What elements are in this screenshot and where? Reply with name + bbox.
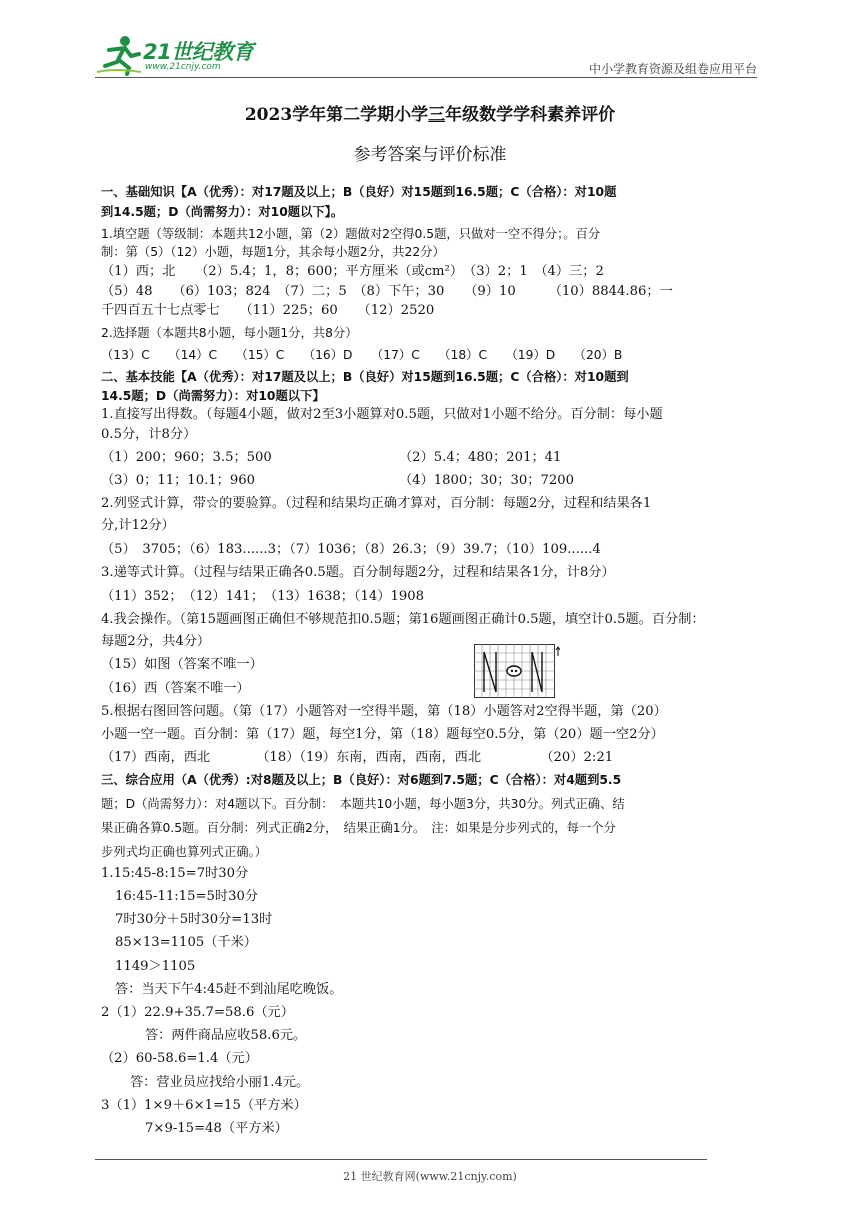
runner-logo-icon — [95, 34, 143, 76]
grid-drawing-figure — [474, 644, 560, 698]
logo-text: 21世纪教育 — [143, 40, 254, 64]
answer-line: （11）352； （12）141； （13）1638；（14）1908 — [101, 589, 425, 604]
section-3-heading-cont: 题；D（尚需努力）：对4题以下。百分制： 本题共10小题，每小题3分，共30分。列式正确、结 — [101, 797, 625, 811]
section-3-heading-cont: 果正确各算0.5题。百分制：列式正确2分， 结果正确1分。 注：如果是分步列式的，每一个分 — [101, 821, 616, 835]
section-2-heading-cont: 14.5题；D（尚需努力）：对10题以下】 — [101, 389, 325, 403]
answer-line: （4）1800；30；30；7200 — [399, 473, 575, 488]
logo-url: www.21cnjy.com — [145, 62, 221, 72]
header-divider — [95, 77, 757, 78]
q-instructions: 5.根据右图回答问题。（第（17）小题答对一空得半题，第（18）小题答对2空得半题，第（20） — [101, 704, 667, 719]
solution-line: 答：营业员应找给小丽1.4元。 — [130, 1075, 310, 1090]
q-instructions: 3.递等式计算。（过程与结果正确各0.5题。百分制每题2分，过程和结果各1分，计8分） — [101, 565, 615, 580]
footer-text: 21 世纪教育网(www.21cnjy.com) — [343, 1170, 517, 1183]
solution-line: 85×13=1105（千米） — [115, 935, 257, 950]
q-instructions-cont: 0.5分，计8分） — [101, 427, 197, 442]
solution-line: 16:45-11:15=5时30分 — [115, 889, 259, 904]
q1-instructions-cont: 制：第（5）（12）小题，每题1分，其余每小题2分，共22分） — [101, 245, 445, 259]
page-title — [0, 100, 860, 125]
q-instructions: 1.直接写出得数。（每题4小题，做对2至3小题算对0.5题，只做对1小题不给分。百分制：每小题 — [101, 407, 663, 422]
title-grade: 三 — [428, 105, 446, 125]
answer-line: （5）48 （6）103；824 （7）二；5 （8）下午；30 （9）10 （10）8844.86；一 — [101, 284, 673, 299]
answer-line: （16）西（答案不唯一） — [101, 681, 250, 696]
solution-line: 答：两件商品应收58.6元。 — [145, 1028, 307, 1043]
q-instructions-cont: 分,计12分） — [101, 518, 175, 533]
answer-line: （5） 3705；（6）183......3；（7）1036；（8）26.3；（9）39.7；（10）109......4 — [101, 542, 601, 557]
answer-line: （1）200；960；3.5；500 — [101, 450, 272, 465]
section-3-heading: 三、综合应用（A（优秀）:对8题及以上；B（良好）：对6题到7.5题；C（合格）：对4题到5.5 — [101, 773, 622, 787]
answer-line: 千四百五十七点零七 （11）225；60 （12）2520 — [101, 303, 435, 318]
solution-line: 3（1）1×9＋6×1=15（平方米） — [101, 1098, 307, 1113]
solution-line: 1.15:45-8:15=7时30分 — [101, 866, 249, 881]
solution-line: 1149＞1105 — [115, 959, 196, 974]
q-instructions-cont: 小题一空一题。百分制：第（17）题，每空1分，第（18）题每空0.5分，第（20）题一空2分） — [101, 727, 664, 742]
section-1-heading-cont: 到14.5题；D（尚需努力）：对10题以下】。 — [101, 205, 344, 219]
page-subtitle: 参考答案与评价标准 — [353, 145, 507, 165]
section-2-heading: 二、基本技能【A（优秀）：对17题及以上；B（良好）对15题到16.5题；C（合格）：对10题到 — [101, 370, 629, 384]
solution-line: 7×9-15=48（平方米） — [145, 1121, 288, 1136]
title-suffix: 年级数学学科素养评价 — [445, 105, 616, 125]
section-1-heading: 一、基础知识【A（优秀）：对17题及以上；B（良好）对15题到16.5题；C（合格）：对10题 — [101, 185, 617, 199]
solution-line: 答：当天下午4:45赶不到汕尾吃晚饭。 — [115, 982, 343, 997]
solution-line: 7时30分＋5时30分=13时 — [115, 912, 273, 927]
q-instructions: 4.我会操作。（第15题画图正确但不够规范扣0.5题；第16题画图正确计0.5题，填空计0.5题。百分制： — [101, 612, 705, 627]
q-instructions: 2.列竖式计算，带☆的要验算。（过程和结果均正确才算对，百分制：每题2分，过程和结果各1 — [101, 496, 652, 511]
solution-line: （2）60-58.6=1.4（元） — [101, 1051, 258, 1066]
answer-line: （13）C （14）C （15）C （16）D （17）C （18）C （19）D （20）B — [101, 348, 623, 362]
section-3-heading-cont: 步列式均正确也算列式正确。） — [101, 845, 268, 859]
solution-line: 2（1）22.9+35.7=58.6（元） — [101, 1005, 294, 1020]
site-logo — [95, 34, 265, 76]
answer-line: （17）西南，西北 （18）（19）东南，西南，西南，西北 （20）2:21 — [101, 750, 614, 765]
footer-divider — [95, 1159, 707, 1160]
answer-line: （15）如图（答案不唯一） — [101, 657, 263, 672]
answer-line: （3）0；11；10.1；960 — [101, 473, 256, 488]
q1-instructions: 1.填空题（等级制：本题共12小题，第（2）题做对2空得0.5题，只做对一空不得分；。百分 — [101, 227, 601, 241]
answer-line: （1）西；北 （2）5.4；1，8；600；平方厘米（或cm²） （3）2；1 （4）三；2 — [101, 264, 604, 279]
title-prefix: 2023学年第二学期小学 — [244, 105, 429, 125]
platform-name: 中小学教育资源及组卷应用平台 — [588, 62, 757, 76]
q2-instructions: 2.选择题（本题共8小题，每小题1分，共8分） — [101, 326, 358, 340]
q-instructions-cont: 每题2分，共4分） — [101, 634, 211, 649]
answer-line: （2）5.4；480；201；41 — [399, 450, 562, 465]
